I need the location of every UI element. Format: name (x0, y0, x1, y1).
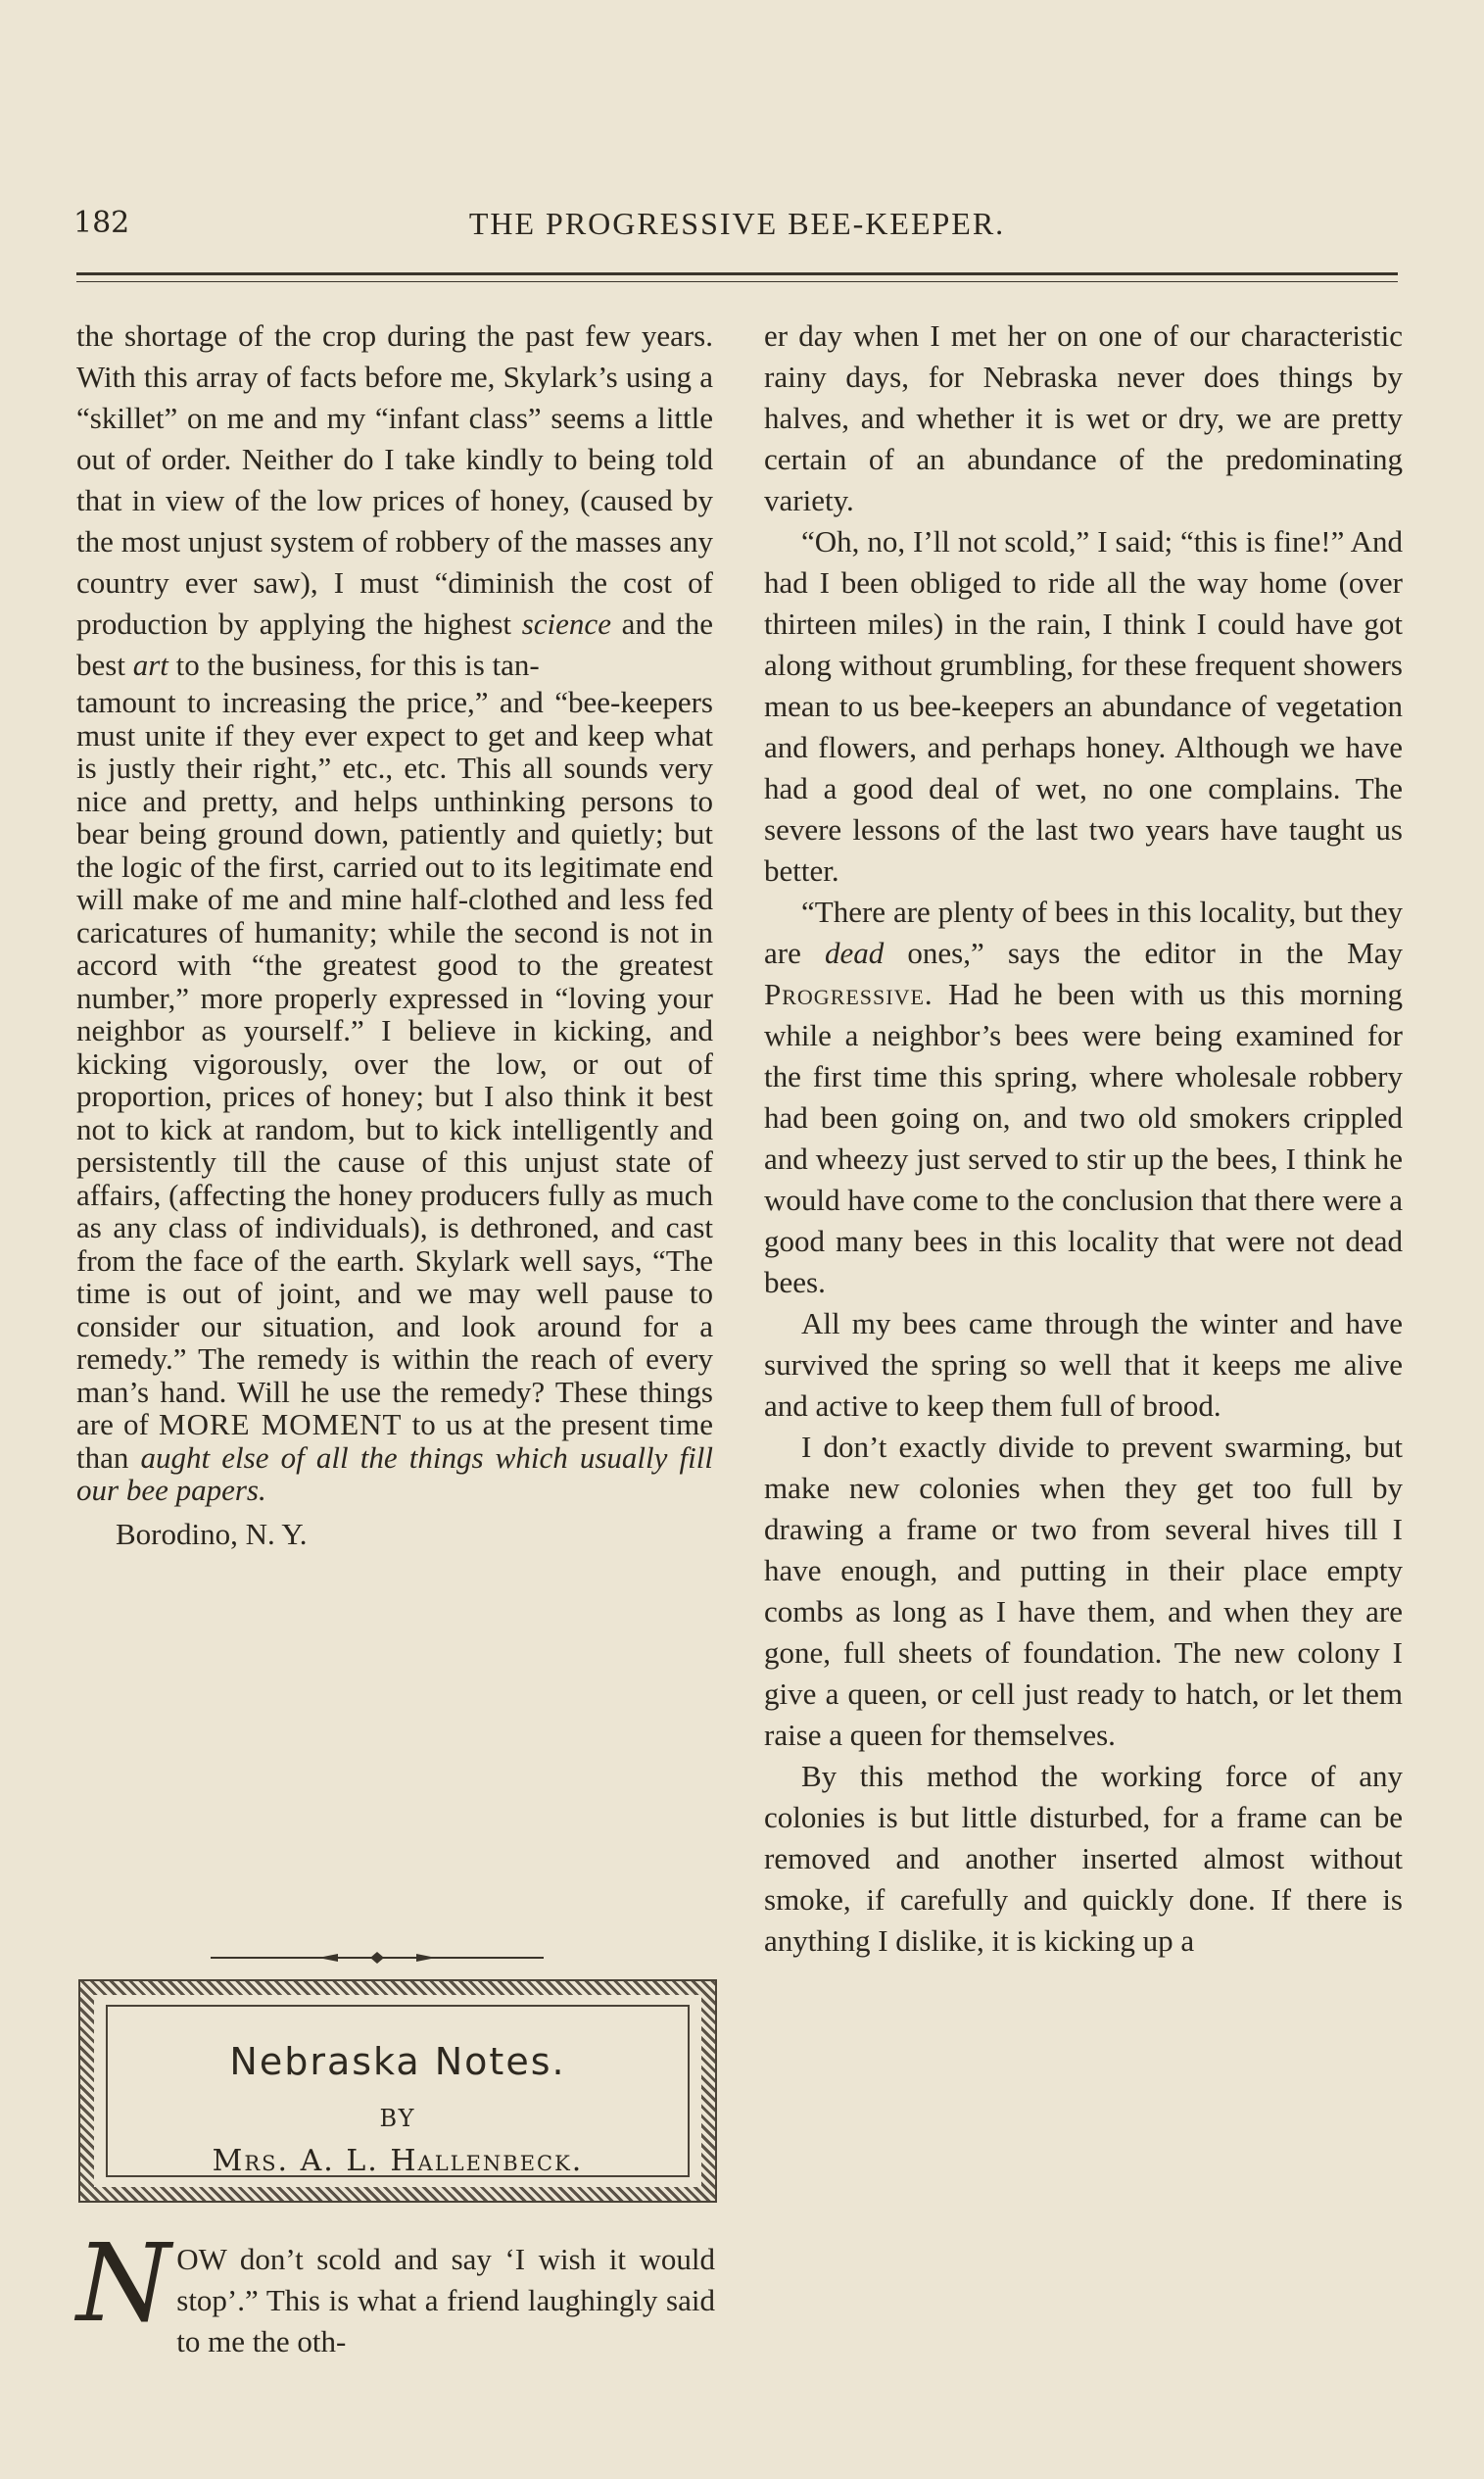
article-paragraph: the shortage of the crop during the past few years. With this array of facts before me, Skylark’s using a “skillet” on me and my “infant class” seems a little out of order. Neither do I take kindly to being told that in view of the low prices of honey, (caused by the most unjust system of robbery of the masses any country ever saw), I must “diminish the cost of production by applying the highest science and the best art to the business, for this is tan- (76, 318, 713, 682)
nebraska-notes-title-box (78, 1979, 717, 2203)
right-paragraph: I don’t exactly divide to prevent swarming, but make new colonies when they get too full by drawing a frame or two from several hives till I have enough, and putting in their place empty combs as long as I have them, and when they are gone, full sheets of foundation. The new colony I give a queen, or cell just ready to hatch, or let them raise a queen for themselves. (764, 1430, 1403, 1752)
header-rule-thin (76, 281, 1398, 282)
left-column (76, 316, 713, 1556)
opening-paragraph: NOW don’t scold and say ‘I wish it would stop’.” This is what a friend laughingly said to me the oth- (76, 2220, 715, 2358)
right-column (764, 316, 1403, 1962)
drop-cap: N (76, 2220, 171, 2346)
right-paragraph: “There are plenty of bees in this locality, but they are dead ones,” says the editor in the May Progressive. Had he been with us this morning while a neighbor’s bees were being examined for the first time this spring, where wholesale robbery had been going on, and two old smokers crippled and wheezy just served to stir up the bees, I think he would have come to the conclusion that there were a good many bees in this locality that were not dead bees. (764, 895, 1404, 1299)
byline-label: BY (379, 2105, 416, 2132)
right-paragraph: All my bees came through the winter and have survived the spring so well that it keeps me alive and active to keep them full of brood. (764, 1306, 1403, 1423)
right-paragraph: “Oh, no, I’ll not scold,” I said; “this is fine!” And had I been obliged to ride all the way home (over thirteen miles) in the rain, I think I could have got along without grumbling, for these frequent showers mean to us bee-keepers an abundance of vegetation and flowers, and perhaps honey. Although we have had a good deal of wet, no one complains. The severe lessons of the last two years have taught us better. (764, 524, 1403, 888)
section-divider-ornament (211, 1950, 544, 1966)
section-title: Nebraska Notes. (229, 2040, 566, 2083)
page-number: 182 (73, 206, 130, 240)
right-paragraph: er day when I met her on one of our characteristic rainy days, for Nebraska never does things by halves, and whether it is wet or dry, we are pretty certain of an abundance of the predominating variety. (764, 318, 1403, 517)
notes-opening (76, 2220, 715, 2362)
page-header (73, 206, 1401, 249)
header-rule-thick (76, 272, 1398, 275)
notes-box-inner-frame (106, 2005, 690, 2177)
right-paragraph: By this method the working force of any colonies is but little disturbed, for a frame can be removed and another inserted almost without smoke, if carefully and quickly done. If there is anything I dislike, it is kicking up a (764, 1759, 1403, 1958)
article-signoff: Borodino, N. Y. (116, 1516, 308, 1551)
article-paragraph-continued: tamount to increasing the price,” and “bee-keepers must unite if they ever expect to get and keep what is justly their right,” etc., etc. This all sounds very nice and pretty, and helps unthinking persons to bear being ground down, patiently and quietly; but the logic of the first, carried out to its legitimate end will make of me and mine half-clothed and less fed caricatures of humanity; while the second is not in accord with “the greatest good to the greatest number,” more properly expressed in “loving your neighbor as yourself.” I believe in kicking, and kicking vigorously, over the low, or out of proportion, prices of honey; but I also think it best not to kick at random, but to kick intelligently and persistently till the cause of this unjust state of affairs, (affecting the honey producers fully as much as any class of individuals), is dethroned, and cast from the face of the earth. Skylark well says, “The time is out of joint, and we may well pause to consider our situation, and look around for a remedy.” The remedy is within the reach of every man’s hand. Will he use the remedy? These things are of MORE MOMENT to us at the present time than aught else of all the things which usually fill our bee papers. (76, 685, 714, 1507)
author-name: Mrs. A. L. Hallenbeck. (212, 2144, 584, 2178)
journal-title: THE PROGRESSIVE BEE-KEEPER. (468, 206, 1006, 241)
